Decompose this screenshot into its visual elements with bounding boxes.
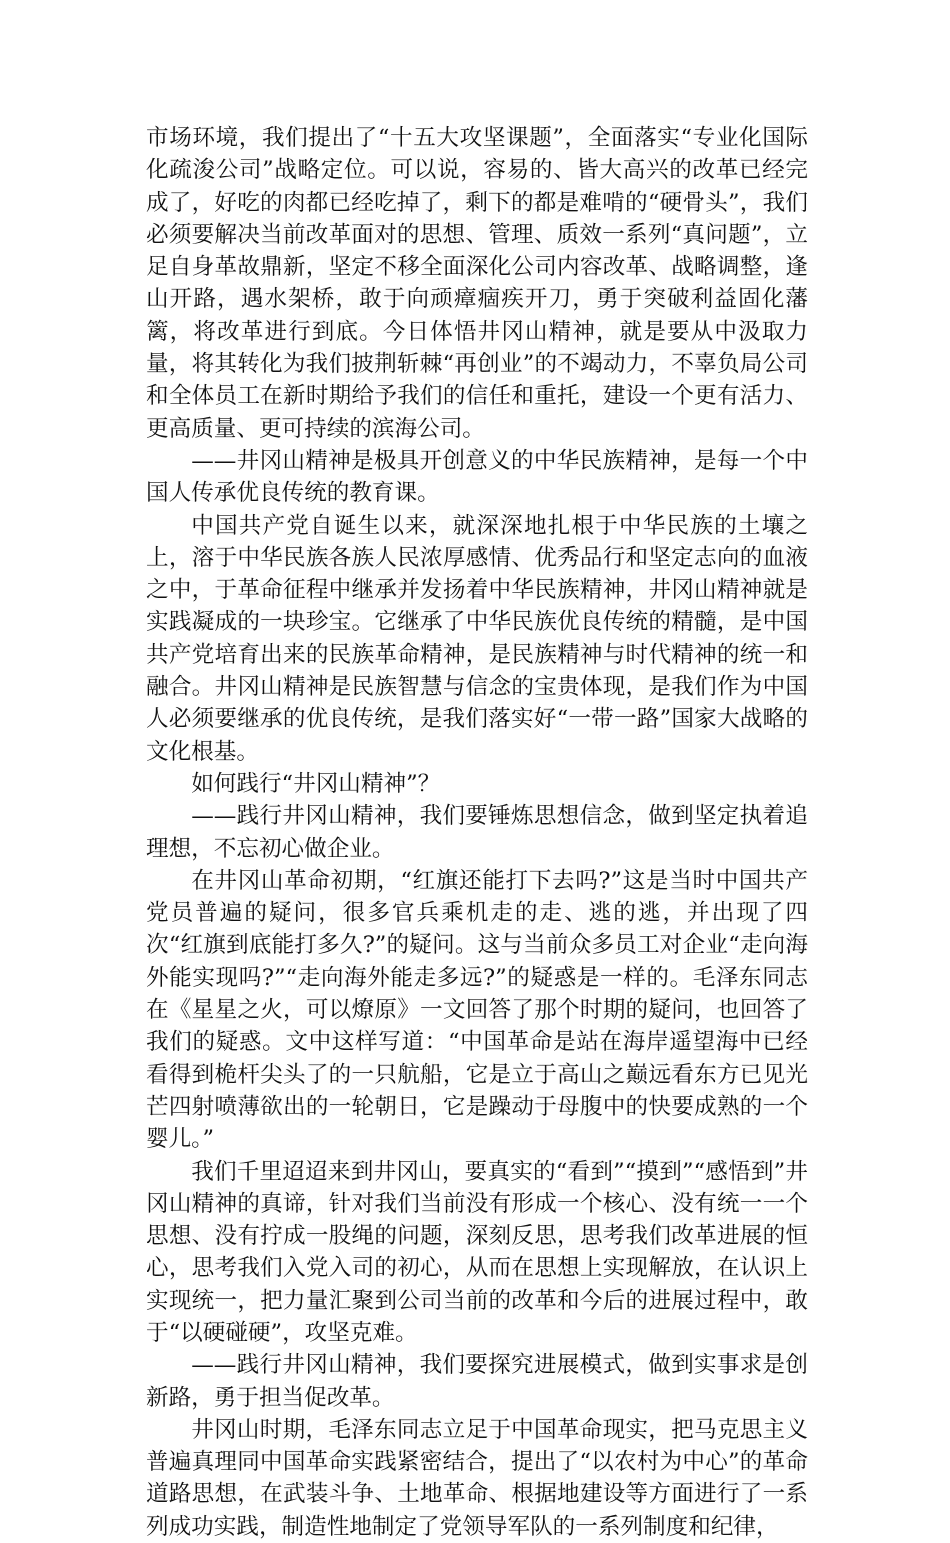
paragraph-red-flag-question: 在井冈山革命初期，“红旗还能打下去吗?”这是当时中国共产党员普遍的疑问，很多官兵乘机走的走、逃的逃，并出现了四次“红旗到底能打多久?”的疑问。这与当前众多员工对企业“走向海外能实现吗?”“走向海外能走多远?”的疑惑是一样的。毛泽东同志在《星星之火，可以燎原》一文回答了那个时期的疑问，也回答了我们的疑惑。文中这样写道：“中国革命是站在海岸遥望海中已经看得到桅杆尖头了的一只航船，它是立于高山之巅远看东方已见光芒四射喷薄欲出的一轮朝日，它是躁动于母腹中的快要成熟的一个婴儿。” — [146, 867, 808, 1153]
paragraph-how-to-practice: 如何践行“井冈山精神”？ — [191, 770, 441, 797]
paragraph-journey-to-jinggangshan: 我们千里迢迢来到井冈山，要真实的“看到”“摸到”“感悟到”井冈山精神的真谛，针对我们当前没有形成一个核心、没有统一一个思想、没有拧成一股绳的问题，深刻反思，思考我们改革进展的恒心，思考我们入党入司的初心，从而在思想上实现解放，在认识上实现统一，把力量汇聚到公司当前的改革和今后的进展过程中，敢于“以硬碰硬”，攻坚克难。 — [146, 1158, 808, 1346]
paragraph-jinggangshan-national-spirit: ——井冈山精神是极具开创意义的中华民族精神，是每一个中国人传承优良传统的教育课。 — [146, 447, 808, 507]
paragraph-ideals-and-beliefs: ——践行井冈山精神，我们要锤炼思想信念，做到坚定执着追理想，不忘初心做企业。 — [146, 803, 808, 862]
paragraph-cpc-roots: 中国共产党自诞生以来，就深深地扎根于中华民族的土壤之上，溶于中华民族各族人民浓厚感情、优秀品行和坚定志向的血液之中，于革命征程中继承并发扬着中华民族精神，井冈山精神就是实践凝成的一块珍宝。它继承了中华民族优良传统的精髓，是中国共产党培育出来的民族革命精神，是民族精神与时代精神的统一和融合。井冈山精神是民族智慧与信念的宝贵体现，是我们作为中国人必须要继承的优良传统，是我们落实好“一带一路”国家大战略的文化根基。 — [146, 512, 808, 765]
paragraph-development-model: ——践行井冈山精神，我们要探究进展模式，做到实事求是创新路，勇于担当促改革。 — [146, 1352, 808, 1411]
document-page — [146, 122, 808, 1543]
paragraph-mao-practice: 井冈山时期，毛泽东同志立足于中国革命现实，把马克思主义普遍真理同中国革命实践紧密结合，提出了“以农村为中心”的革命道路思想，在武装斗争、土地革命、根据地建设等方面进行了一系列成功实践，制造性地制定了党领导军队的一系列制度和纪律， — [146, 1416, 808, 1540]
paragraph-market-environment: 市场环境，我们提出了“十五大攻坚课题”，全面落实“专业化国际化疏浚公司”战略定位。可以说，容易的、皆大高兴的改革已经完成了，好吃的肉都已经吃掉了，剩下的都是难啃的“硬骨头”，我们必须要解决当前改革面对的思想、管理、质效一系列“真问题”，立足自身革故鼎新，坚定不移全面深化公司内容改革、战略调整，逢山开路，遇水架桥，敢于向顽瘴痼疾开刀，勇于突破利益固化藩篱，将改革进行到底。今日体悟井冈山精神，就是要从中汲取力量，将其转化为我们披荆斩棘“再创业”的不竭动力，不辜负局公司和全体员工在新时期给予我们的信任和重托，建设一个更有活力、更高质量、更可持续的滨海公司。 — [146, 125, 808, 442]
